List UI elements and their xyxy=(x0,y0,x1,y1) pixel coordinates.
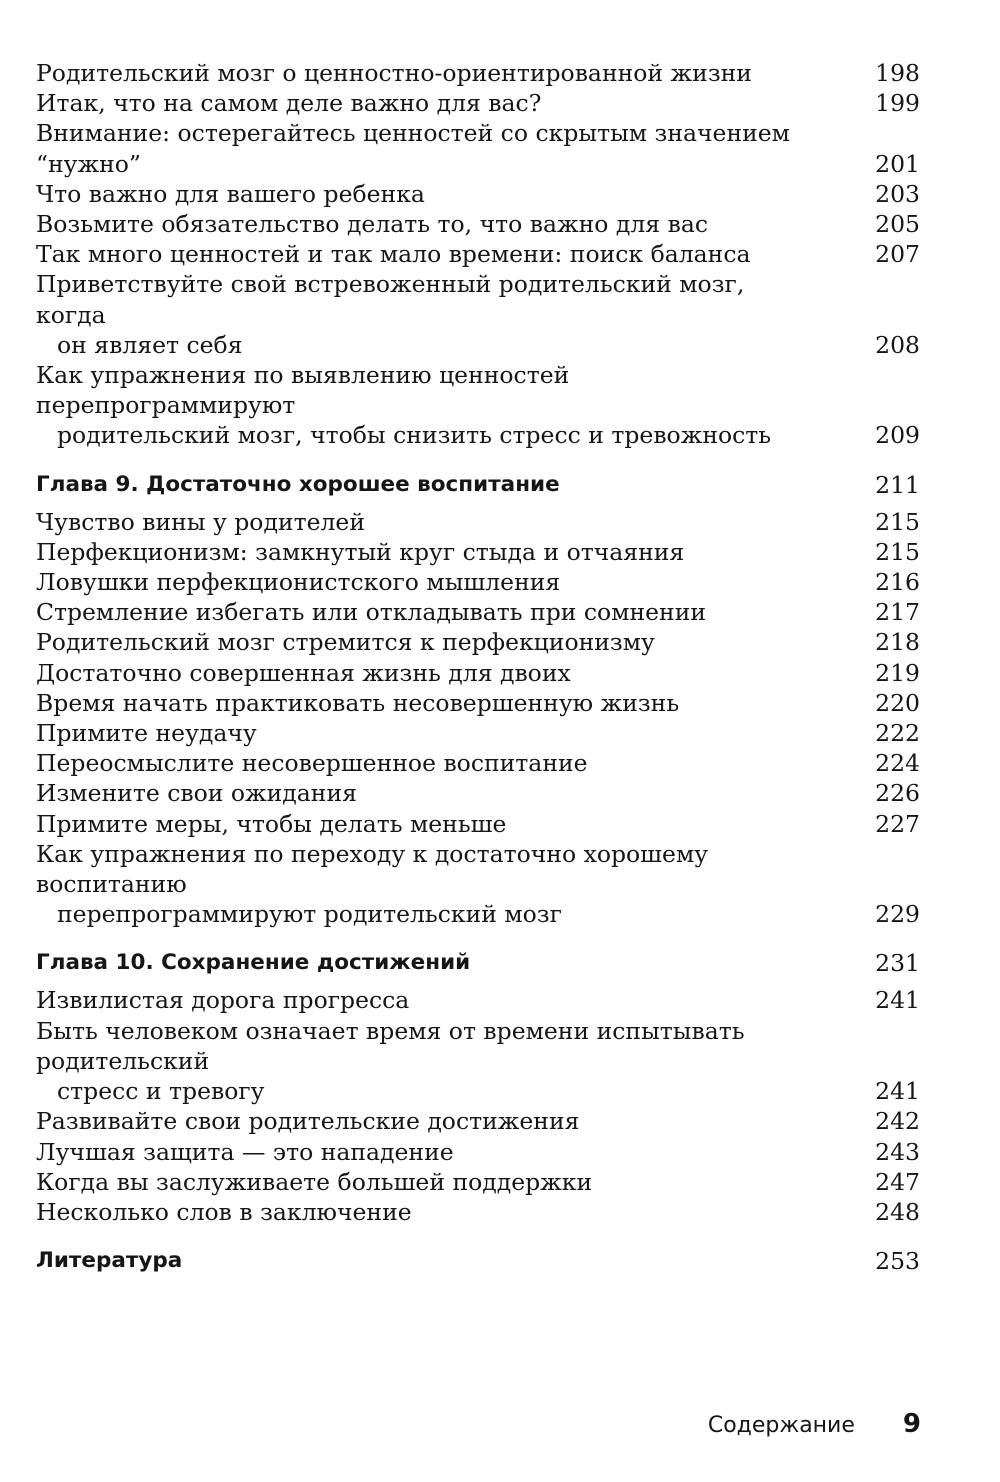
toc-entry[interactable] xyxy=(36,985,920,1015)
toc-entry-title: Родительский мозг стремится к перфекционизму xyxy=(36,628,655,657)
toc-entry-title-line2: родительский мозг, чтобы снизить стресс и тревожность xyxy=(57,421,772,450)
toc-entry[interactable] xyxy=(36,360,920,451)
running-footer xyxy=(708,1409,921,1439)
toc-entry-page: 209 xyxy=(875,421,920,450)
toc-entry-title: Стремление избегать или откладывать при сомнении xyxy=(36,598,707,627)
toc-entry[interactable] xyxy=(36,209,920,239)
table-of-contents xyxy=(36,58,920,1283)
toc-entry[interactable] xyxy=(36,809,920,839)
toc-chapter-10[interactable] xyxy=(36,948,920,978)
toc-entry-title-line1: Как упражнения по переходу к достаточно хорошему воспитанию xyxy=(36,839,709,899)
toc-entry-page: 203 xyxy=(875,179,920,208)
toc-entry-page: 199 xyxy=(875,89,920,118)
chapter-page: 211 xyxy=(875,470,920,499)
toc-entry-page: 247 xyxy=(875,1167,920,1196)
toc-entry[interactable] xyxy=(36,88,920,118)
toc-entry[interactable] xyxy=(36,718,920,748)
toc-entry-title-line2: перепрограммируют родительский мозг xyxy=(57,900,562,929)
toc-entry-title: Родительский мозг о ценностно-ориентированной жизни xyxy=(36,59,752,87)
toc-entry-page: 215 xyxy=(875,537,920,566)
toc-entry-page: 248 xyxy=(875,1197,920,1226)
toc-entry-page: 201 xyxy=(875,149,920,178)
toc-entry[interactable] xyxy=(36,748,920,778)
toc-entry[interactable] xyxy=(36,1016,920,1107)
footer-section-title: Содержание xyxy=(707,1413,855,1438)
toc-entry-page: 229 xyxy=(875,900,920,929)
toc-entry-title: Переосмыслите несовершенное воспитание xyxy=(36,749,588,778)
toc-entry-page: 224 xyxy=(875,749,920,778)
toc-entry[interactable] xyxy=(36,839,920,930)
chapter-title: Глава 10. Сохранение достижений xyxy=(36,950,471,976)
toc-entry-page: 216 xyxy=(875,568,920,597)
chapter-title: Глава 9. Достаточно хорошее воспитание xyxy=(36,471,560,497)
toc-entry-title-line2: он являет себя xyxy=(57,330,243,359)
page-number: 9 xyxy=(902,1409,921,1439)
chapter-title: Литература xyxy=(36,1248,183,1274)
toc-entry-page: 241 xyxy=(875,1077,920,1106)
toc-entry-page: 217 xyxy=(875,598,920,627)
toc-entry[interactable] xyxy=(36,537,920,567)
toc-entry-page: 242 xyxy=(875,1107,920,1136)
toc-entry-title-line1: Быть человеком означает время от времени испытывать родительский xyxy=(36,1016,745,1075)
toc-entry[interactable] xyxy=(36,597,920,627)
toc-entry-page: 208 xyxy=(875,330,920,359)
toc-entry-page: 219 xyxy=(875,658,920,687)
toc-entry-page: 227 xyxy=(875,809,920,838)
toc-entry-title: Когда вы заслуживаете большей поддержки xyxy=(36,1167,593,1196)
toc-entry[interactable] xyxy=(36,1137,920,1167)
toc-entry-title: Так много ценностей и так мало времени: поиск баланса xyxy=(36,240,751,269)
toc-entry-title: Внимание: остерегайтесь ценностей со скрытым значением “нужно” xyxy=(36,119,790,178)
toc-entry-title: Примите меры, чтобы делать меньше xyxy=(36,809,507,838)
toc-entry[interactable] xyxy=(36,239,920,269)
toc-entry-title: Возьмите обязательство делать то, что важно для вас xyxy=(36,210,708,239)
toc-literature[interactable] xyxy=(36,1246,920,1276)
toc-entry-title: Ловушки перфекционистского мышления xyxy=(36,568,561,597)
toc-entry-page: 205 xyxy=(875,210,920,239)
toc-entry-page: 218 xyxy=(875,628,920,657)
toc-entry-page: 207 xyxy=(875,240,920,269)
toc-entry-title: Лучшая защита — это нападение xyxy=(36,1137,454,1166)
toc-entry[interactable] xyxy=(36,1106,920,1136)
toc-entry[interactable] xyxy=(36,567,920,597)
toc-entry[interactable] xyxy=(36,1167,920,1197)
toc-entry-page: 220 xyxy=(875,688,920,717)
toc-entry-title xyxy=(36,839,860,930)
toc-entry-title: Извилистая дорога прогресса xyxy=(36,986,410,1015)
toc-entry-title-line2: стресс и тревогу xyxy=(57,1077,265,1106)
toc-chapter-9[interactable] xyxy=(36,470,920,500)
toc-entry[interactable] xyxy=(36,58,920,88)
chapter-page: 231 xyxy=(875,949,920,978)
toc-entry-title-line1: Как упражнения по выявлению ценностей перепрограммируют xyxy=(36,361,570,420)
toc-entry-page: 198 xyxy=(875,59,920,87)
toc-entry-title: Достаточно совершенная жизнь для двоих xyxy=(36,658,571,687)
toc-entry[interactable] xyxy=(36,778,920,808)
toc-entry-title-line1: Приветствуйте свой встревоженный родительский мозг, когда xyxy=(36,270,745,329)
toc-entry[interactable] xyxy=(36,269,920,360)
toc-entry-title: Итак, что на самом деле важно для вас? xyxy=(36,89,542,118)
toc-entry[interactable] xyxy=(36,507,920,537)
toc-entry-title: Измените свои ожидания xyxy=(36,779,357,808)
toc-entry-title: Развивайте свои родительские достижения xyxy=(36,1107,580,1136)
toc-entry[interactable] xyxy=(36,627,920,657)
toc-entry-page: 241 xyxy=(875,986,920,1015)
toc-entry[interactable] xyxy=(36,179,920,209)
toc-entry[interactable] xyxy=(36,658,920,688)
toc-entry-title: Что важно для вашего ребенка xyxy=(36,179,425,208)
toc-entry-title: Несколько слов в заключение xyxy=(36,1197,412,1226)
toc-entry-page: 226 xyxy=(875,779,920,808)
toc-entry-title xyxy=(36,269,860,360)
chapter-page: 253 xyxy=(875,1247,920,1276)
toc-entry-title xyxy=(36,360,860,451)
toc-entry-title xyxy=(36,1016,860,1107)
toc-entry-title: Примите неудачу xyxy=(36,719,257,748)
toc-entry-title: Чувство вины у родителей xyxy=(36,507,365,536)
toc-entry[interactable] xyxy=(36,688,920,718)
toc-entry[interactable] xyxy=(36,118,920,178)
toc-entry-page: 215 xyxy=(875,507,920,536)
toc-entry-page: 243 xyxy=(875,1137,920,1166)
toc-entry-page: 222 xyxy=(875,719,920,748)
toc-entry-title: Время начать практиковать несовершенную жизнь xyxy=(36,688,680,717)
toc-entry-title: Перфекционизм: замкнутый круг стыда и отчаяния xyxy=(36,537,685,566)
toc-entry[interactable] xyxy=(36,1197,920,1227)
